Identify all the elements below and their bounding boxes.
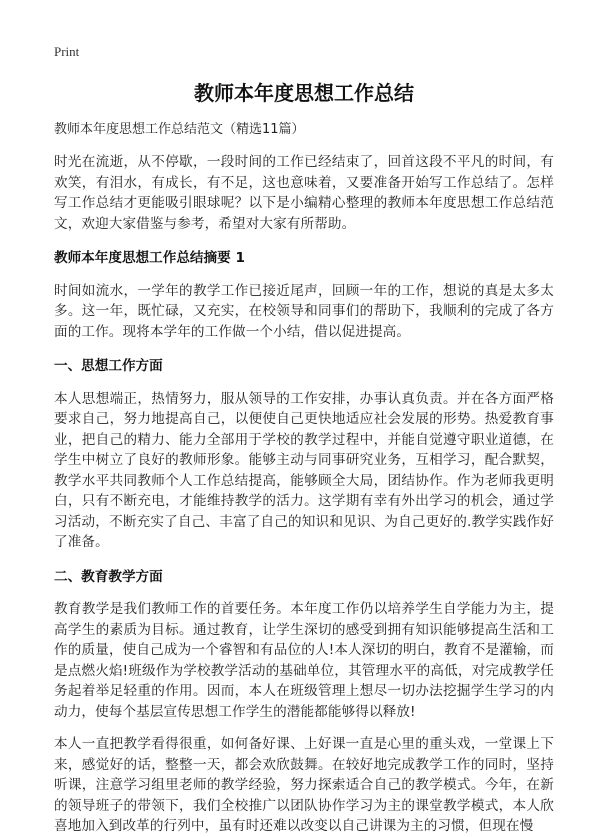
section-teaching-paragraph-2: 本人一直把教学看得很重，如何备好课、上好课一直是心里的重头戏，一堂课上下来，感觉好的话，整整一天，都会欢欣鼓舞。在较好地完成教学工作的同时，坚持听课，注意学习组里老师的教学经验，努力探索适合自己的教学模式。今年，在新的领导班子的带领下，我们全校推广以团队协作学习为主的课堂教学模式，本人欣喜地加入到改革的行列中，虽有时还难以改变以自己讲课为主的习惯，但现在慢 — [54, 736, 554, 834]
print-link[interactable]: Print — [54, 44, 80, 59]
section-teaching-paragraph-1: 教育教学是我们教师工作的首要任务。本年度工作仍以培养学生自学能力为主，提高学生的素质为目标。通过教育，让学生深切的感受到拥有知识能够提高生活和工作的质量，使自己成为一个睿智和有品位的人!本人深切的明白，教育不是灌输，而是点燃火焰!班级作为学校教学活动的基础单位，其管理水平的高低，对完成教学任务起着举足轻重的作用。因而，本人在班级管理上想尽一切办法挖掘学生学习的内动力，使每个基层宣传思想工作学生的潜能都能够得以释放! — [54, 601, 554, 720]
document-subtitle: 教师本年度思想工作总结范文（精选11篇） — [54, 122, 305, 137]
section-heading-teaching: 二、教育教学方面 — [54, 568, 163, 585]
section-heading-thought: 一、思想工作方面 — [54, 358, 163, 374]
section-thought-paragraph: 本人思想端正，热情努力，服从领导的工作安排，办事认真负责。并在各方面严格要求自己，努力地提高自己，以便使自己更快地适应社会发展的形势。热爱教育事业，把自己的精力、能力全部用于学校的教学过程中，并能自觉遵守职业道德，在学生中树立了良好的教师形象。能够主动与同事研究业务，互相学习，配合默契，教学水平共同教师个人工作总结提高，能够顾全大局，团结协作。作为老师我更明白，只有不断充电，才能维持教学的活力。这学期有幸有外出学习的机会，通过学习活动，不断充实了自己、丰富了自己的知识和见识、为自己更好的.教学实践作好了准备。 — [54, 390, 554, 550]
page-title: 教师本年度思想工作总结 — [194, 81, 414, 105]
summary-paragraph: 时间如流水，一学年的教学工作已接近尾声，回顾一年的工作，想说的真是太多太多。这一年，既忙碌，又充实，在校领导和同事们的帮助下，我顺利的完成了各方面的工作。现将本学年的工作做一个小结，借以促进提高。 — [54, 282, 554, 340]
document-body — [54, 78, 554, 837]
intro-paragraph: 时光在流逝，从不停歇，一段时间的工作已经结束了，回首这段不平凡的时间，有欢笑，有泪水，有成长，有不足，这也意味着，又要准备开始写工作总结了。怎样写工作总结才更能吸引眼球呢？以下是小编精心整理的教师本年度思想工作总结范文，欢迎大家借鉴与参考，希望对大家有所帮助。 — [54, 154, 554, 232]
summary-heading: 教师本年度思想工作总结摘要 1 — [54, 250, 245, 266]
